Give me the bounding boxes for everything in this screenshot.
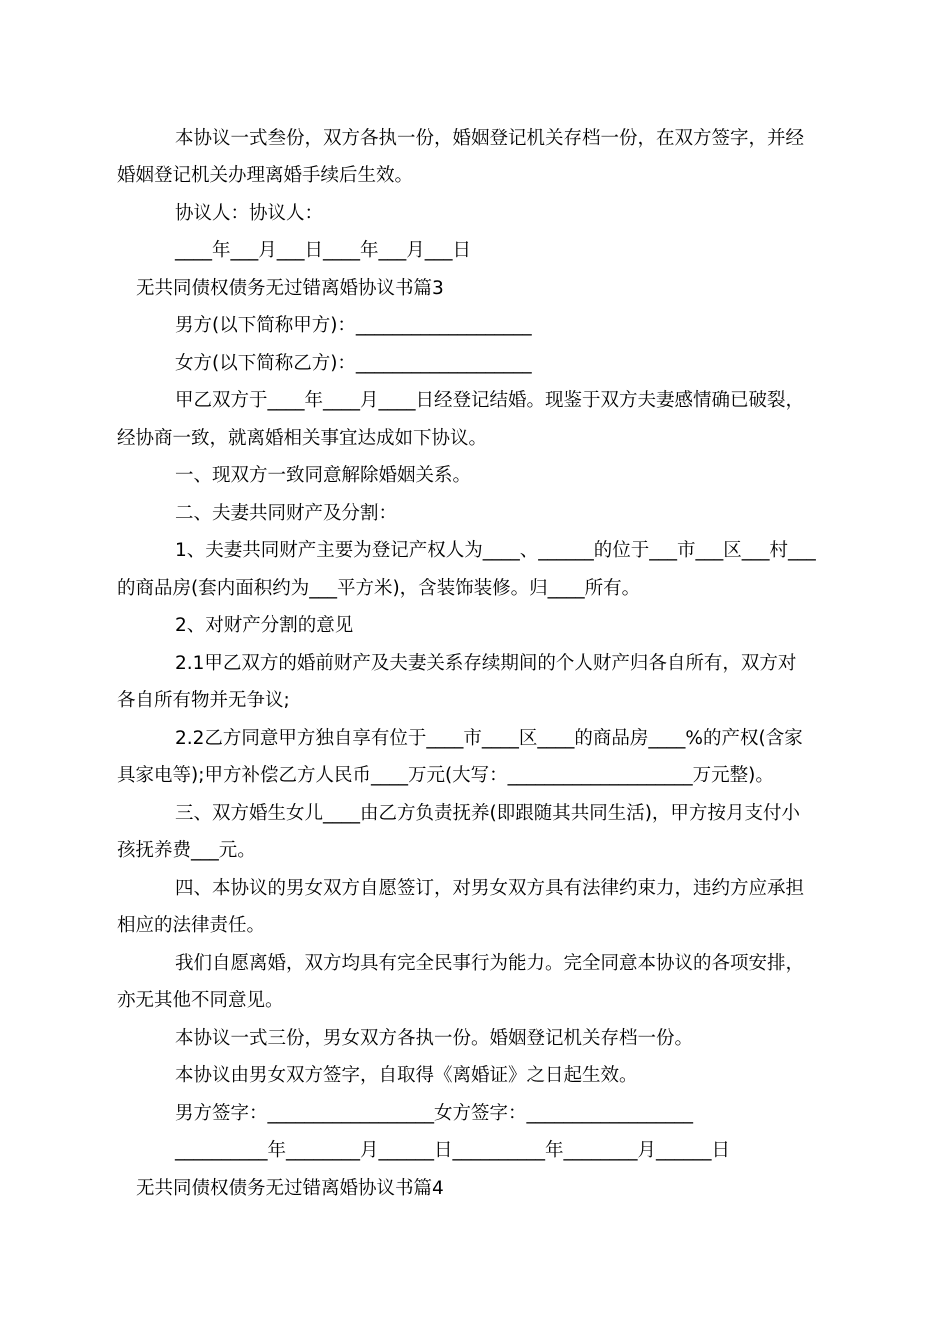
clause-2-2-1-line-1: 2.1甲乙双方的婚前财产及夫妻关系存续期间的个人财产归各自所有，双方对 xyxy=(175,653,797,674)
clause-2-1-line-2: 的商品房(套内面积约为___平方米)，含装饰装修。归____所有。 xyxy=(117,578,641,599)
clause-4-line-2: 相应的法律责任。 xyxy=(117,915,266,936)
section-heading-4: 无共同债权债务无过错离婚协议书篇4 xyxy=(136,1178,444,1199)
section-heading-3: 无共同债权债务无过错离婚协议书篇3 xyxy=(136,278,444,299)
clause-2-heading: 二、夫妻共同财产及分割： xyxy=(175,503,398,524)
clause-2-2-2-line-1: 2.2乙方同意甲方独自享有位于____市____区____的商品房____%的产权(含家 xyxy=(175,728,803,749)
paragraph-copies-line-1: 本协议一式叁份，双方各执一份，婚姻登记机关存档一份，在双方签字，并经 xyxy=(175,128,805,149)
marriage-statement-line-2: 经协商一致，就离婚相关事宜达成如下协议。 xyxy=(117,428,488,449)
party-husband-line: 男方(以下简称甲方)：___________________ xyxy=(175,315,532,336)
clause-2-2-1-line-2: 各自所有物并无争议; xyxy=(117,690,290,711)
effective-statement: 本协议由男女双方签字，自取得《离婚证》之日起生效。 xyxy=(175,1065,638,1086)
date-blank-line: ____年___月___日____年___月___日 xyxy=(175,240,472,261)
signature-line: 男方签字：__________________女方签字：__________________ xyxy=(175,1103,694,1124)
party-wife-line: 女方(以下简称乙方)：___________________ xyxy=(175,353,532,374)
clause-2-2-2-line-2: 具家电等);甲方补偿乙方人民币____万元(大写：____________________万元整)。 xyxy=(117,765,774,786)
voluntary-statement-line-2: 亦无其他不同意见。 xyxy=(117,990,284,1011)
voluntary-statement-line-1: 我们自愿离婚，双方均具有完全民事行为能力。完全同意本协议的各项安排， xyxy=(175,953,805,974)
clause-4-line-1: 四、本协议的男女双方自愿签订，对男女双方具有法律约束力，违约方应承担 xyxy=(175,878,805,899)
signature-date-line: __________年________月______日__________年________月______日 xyxy=(175,1140,731,1161)
signatories-label: 协议人：协议人： xyxy=(175,203,324,224)
copies-statement: 本协议一式三份，男女双方各执一份。婚姻登记机关存档一份。 xyxy=(175,1028,694,1049)
marriage-statement-line-1: 甲乙双方于____年____月____日经登记结婚。现鉴于双方夫妻感情确已破裂， xyxy=(175,390,805,411)
clause-1: 一、现双方一致同意解除婚姻关系。 xyxy=(175,465,472,486)
clause-3-line-2: 孩抚养费___元。 xyxy=(117,840,256,861)
clause-2-2-heading: 2、对财产分割的意见 xyxy=(175,615,354,636)
clause-2-1-line-1: 1、夫妻共同财产主要为登记产权人为____、______的位于___市___区___村___ xyxy=(175,540,816,561)
paragraph-copies-line-2: 婚姻登记机关办理离婚手续后生效。 xyxy=(117,165,414,186)
clause-3-line-1: 三、双方婚生女儿____由乙方负责抚养(即跟随其共同生活)，甲方按月支付小 xyxy=(175,803,800,824)
